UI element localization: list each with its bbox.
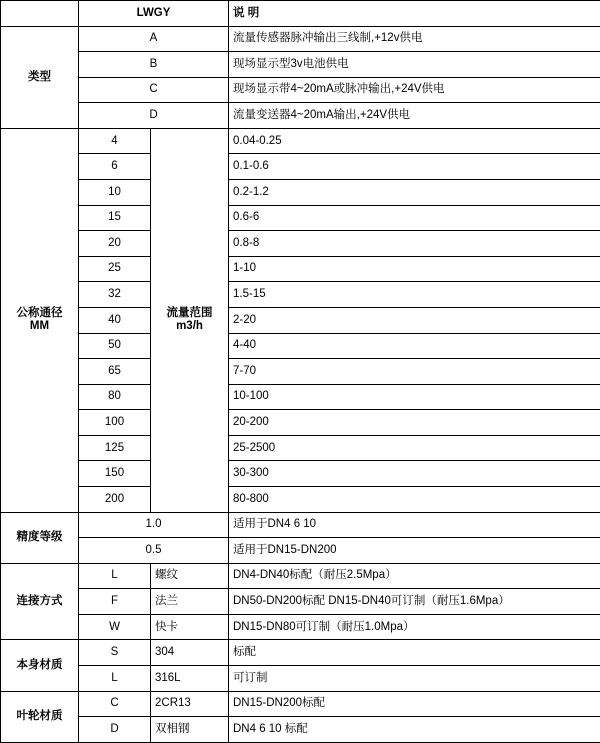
type-desc-a: 流量传感器脉冲输出三线制,+12v供电 [229, 26, 600, 52]
diameter-code: 6 [79, 154, 151, 180]
table-row [1, 52, 600, 78]
diameter-range: 1.5-15 [229, 282, 600, 308]
table-row [1, 180, 600, 206]
diameter-range: 10-100 [229, 384, 600, 410]
connection-name-f: 法兰 [151, 589, 229, 615]
diameter-code: 40 [79, 307, 151, 333]
diameter-code: 20 [79, 231, 151, 257]
connection-desc-f: DN50-DN200标配 DN15-DN40可订制（耐压1.6Mpa） [229, 589, 600, 615]
table-row [1, 486, 600, 512]
table-row [1, 26, 600, 52]
type-desc-c: 现场显示带4~20mA或脉冲输出,+24V供电 [229, 77, 600, 103]
connection-name-l: 螺纹 [151, 563, 229, 589]
impeller-material-code-c: C [79, 691, 151, 717]
section-label-accuracy: 精度等级 [1, 512, 79, 563]
body-material-desc-s: 标配 [229, 640, 600, 666]
diameter-code: 80 [79, 384, 151, 410]
accuracy-desc-2: 适用于DN15-DN200 [229, 538, 600, 564]
diameter-range: 80-800 [229, 486, 600, 512]
diameter-code: 100 [79, 410, 151, 436]
diameter-range: 0.6-6 [229, 205, 600, 231]
table-row [1, 359, 600, 385]
connection-code-l: L [79, 563, 151, 589]
diameter-code: 125 [79, 435, 151, 461]
section-label-type: 类型 [1, 26, 79, 128]
flow-range-line1: 流量范围 [166, 307, 213, 319]
table-row [1, 691, 600, 717]
table-header-row [1, 1, 600, 27]
table-row [1, 614, 600, 640]
type-code-b: B [79, 52, 229, 78]
diameter-range: 4-40 [229, 333, 600, 359]
impeller-material-desc-d: DN4 6 10 标配 [229, 717, 600, 743]
diameter-range: 7-70 [229, 359, 600, 385]
accuracy-code-1: 1.0 [79, 512, 229, 538]
table-row [1, 589, 600, 615]
accuracy-code-2: 0.5 [79, 538, 229, 564]
diameter-range: 0.8-8 [229, 231, 600, 257]
diameter-range: 2-20 [229, 307, 600, 333]
connection-name-w: 快卡 [151, 614, 229, 640]
table-row [1, 77, 600, 103]
table-row [1, 563, 600, 589]
table-row [1, 717, 600, 743]
diameter-code: 32 [79, 282, 151, 308]
diameter-code: 200 [79, 486, 151, 512]
diameter-range: 1-10 [229, 256, 600, 282]
type-desc-b: 现场显示型3v电池供电 [229, 52, 600, 78]
accuracy-desc-1: 适用于DN4 6 10 [229, 512, 600, 538]
diameter-code: 4 [79, 128, 151, 154]
table-row [1, 307, 600, 333]
connection-code-f: F [79, 589, 151, 615]
impeller-material-code-d: D [79, 717, 151, 743]
table-row [1, 410, 600, 436]
section-label-body-material: 本身材质 [1, 640, 79, 691]
body-material-name-l: 316L [151, 666, 229, 692]
table-row [1, 154, 600, 180]
diameter-code: 15 [79, 205, 151, 231]
connection-code-w: W [79, 614, 151, 640]
table-row [1, 666, 600, 692]
diameter-range: 20-200 [229, 410, 600, 436]
body-material-code-s: S [79, 640, 151, 666]
diameter-range: 25-2500 [229, 435, 600, 461]
section-label-diameter [1, 128, 79, 512]
diameter-label-line2: MM [29, 320, 50, 333]
table-row [1, 231, 600, 257]
diameter-code: 25 [79, 256, 151, 282]
impeller-material-name-c: 2CR13 [151, 691, 229, 717]
table-row [1, 435, 600, 461]
type-code-a: A [79, 26, 229, 52]
diameter-range: 0.1-0.6 [229, 154, 600, 180]
flow-range-label [151, 128, 229, 512]
table-row [1, 333, 600, 359]
body-material-desc-l: 可订制 [229, 666, 600, 692]
connection-desc-w: DN15-DN80可订制（耐压1.0Mpa） [229, 614, 600, 640]
body-material-code-l: L [79, 666, 151, 692]
table-row [1, 512, 600, 538]
impeller-material-desc-c: DN15-DN200标配 [229, 691, 600, 717]
table-row [1, 256, 600, 282]
diameter-code: 65 [79, 359, 151, 385]
diameter-range: 0.2-1.2 [229, 180, 600, 206]
body-material-name-s: 304 [151, 640, 229, 666]
model-code-cell: LWGY [79, 1, 229, 27]
impeller-material-name-d: 双相钢 [151, 717, 229, 743]
table-row [1, 461, 600, 487]
connection-desc-l: DN4-DN40标配（耐压2.5Mpa） [229, 563, 600, 589]
type-desc-d: 流量变送器4~20mA输出,+24V供电 [229, 103, 600, 129]
table-row [1, 282, 600, 308]
table-row [1, 538, 600, 564]
diameter-range: 0.04-0.25 [229, 128, 600, 154]
section-label-connection: 连接方式 [1, 563, 79, 640]
table-row [1, 640, 600, 666]
table-row [1, 128, 600, 154]
flow-range-line2: m3/h [176, 320, 203, 333]
section-label-impeller-material: 叶轮材质 [1, 691, 79, 742]
table-row [1, 384, 600, 410]
type-code-d: D [79, 103, 229, 129]
table-row [1, 205, 600, 231]
diameter-code: 10 [79, 180, 151, 206]
description-header-cell: 说 明 [229, 1, 600, 27]
diameter-code: 150 [79, 461, 151, 487]
type-code-c: C [79, 77, 229, 103]
diameter-range: 30-300 [229, 461, 600, 487]
diameter-label-line1: 公称通径 [16, 307, 63, 319]
table-row [1, 103, 600, 129]
header-blank-cell [1, 1, 79, 27]
diameter-code: 50 [79, 333, 151, 359]
